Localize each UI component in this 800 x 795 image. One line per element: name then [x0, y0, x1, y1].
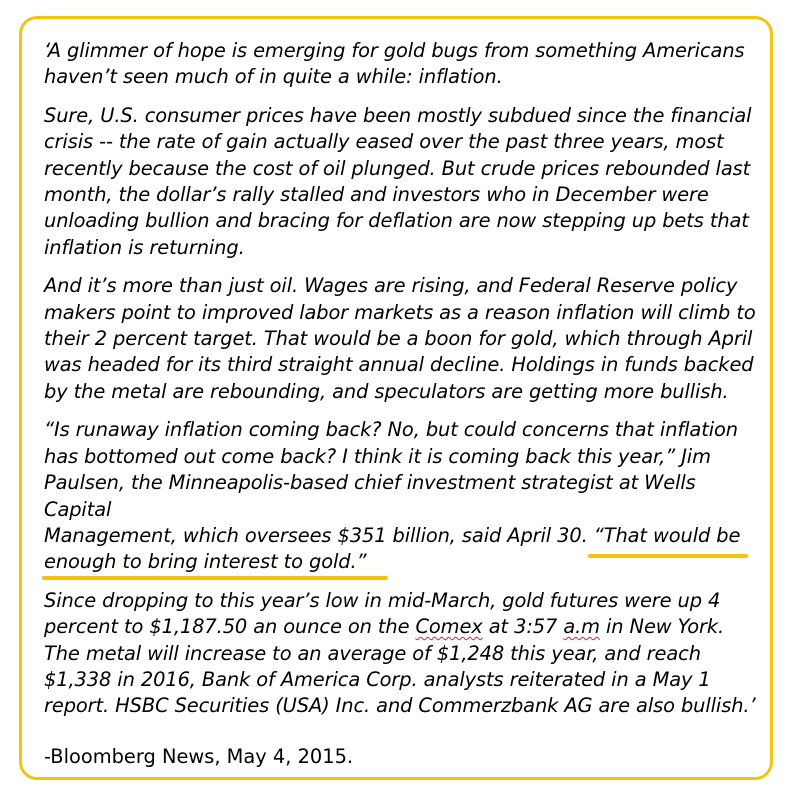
- spellcheck-word-comex: Comex: [415, 615, 483, 639]
- highlight-underline-2: [42, 576, 388, 580]
- paragraph-2: Sure, U.S. consumer prices have been mostly subdued since the financial crisis -- the rate of gain actually eased over the past three years, most recently because the cost of oil plunged. But crude prices rebounded last month, the dollar’s rally stalled and investors who in December were unloading bullion and bracing for deflation are now stepping up bets that inflation is returning.: [44, 103, 752, 259]
- article-quote: [44, 38, 764, 732]
- spellcheck-word-am: a.m: [563, 615, 600, 639]
- paragraph-5-text: in New York.: [599, 615, 725, 639]
- paragraph-5-text: percent to $1,187.50 an ounce on the: [44, 615, 416, 639]
- paragraph-5: [44, 588, 764, 720]
- paragraph-5-rest: The metal will increase to an average of $1,248 this year, and reach $1,338 in 2016, Bank of America Corp. analysts reiterated in a May 1 report. HSBC Securities (USA) Inc. and Commerzbank AG are also bullish.’: [44, 641, 756, 718]
- paragraph-1: ‘A glimmer of hope is emerging for gold bugs from something Americans haven’t seen much of in quite a while: inflation.: [44, 39, 745, 89]
- source-signature: -Bloomberg News, May 4, 2015.: [44, 745, 354, 768]
- highlight-underline-1: [588, 554, 748, 558]
- paragraph-3: And it’s more than just oil. Wages are rising, and Federal Reserve policy makers point to improved labor markets as a reason inflation will climb to their 2 percent target. That would be a boon for gold, which through April was headed for its third straight annual decline. Holdings in funds backed by the metal are rebounding, and speculators are getting more bullish.: [44, 274, 756, 403]
- paragraph-5-line-1: Since dropping to this year’s low in mid-March, gold futures were up 4: [44, 588, 721, 612]
- paragraph-4: “Is runaway inflation coming back? No, but could concerns that inflation has bottomed out come back? I think it is coming back this year,” Jim Paulsen, the Minneapolis-based chief investment strategist at Wells Capital Management, which oversees $351 billion, said April 30. “That would be enough to bring interest to gold.”: [44, 418, 741, 574]
- paragraph-5-text: at 3:57: [482, 615, 564, 639]
